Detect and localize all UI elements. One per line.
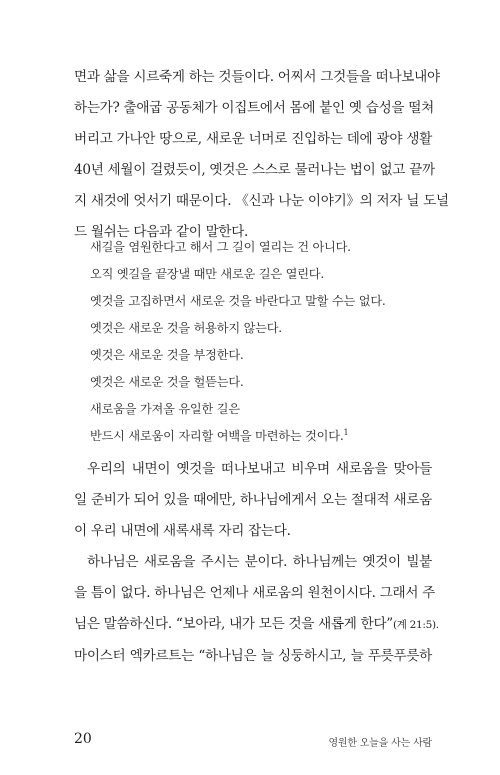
text-line: 하는가? 출애굽 공동체가 이집트에서 몸에 붙인 옛 습성을 떨쳐 [74,100,434,116]
text-line-main: 님은 말씀하신다. “보아라, 내가 모든 것을 새롭게 한다” [74,616,393,632]
quote-line-text: 반드시 새로움이 자리할 여백을 마련하는 것이다. [90,429,344,443]
block-quote [90,234,430,450]
quote-line: 옛것은 새로운 것을 부정한다. [90,348,244,362]
body-paragraph-1 [74,62,449,248]
footnote-marker: 1 [343,427,349,437]
text-line: 우리의 내면이 옛것을 떠나보내고 비우며 새로움을 맞아들 [87,461,432,477]
quote-line: 새길을 염원한다고 해서 그 길이 열리는 건 아니다. [90,240,351,254]
text-line: 40년 세월이 걸렸듯이, 옛것은 스스로 물러나는 법이 없고 끝까 [74,162,435,178]
quote-line: 옛것을 고집하면서 새로운 것을 바란다고 말할 수는 없다. [90,294,386,308]
text-line-with-reference [74,609,439,641]
body-paragraph-2 [74,454,432,547]
body-paragraph-3 [74,547,439,672]
text-line: 면과 삶을 시르죽게 하는 것들이다. 어찌서 그것들을 떠나보내야 [74,69,440,85]
text-line: 일 준비가 되어 있을 때에만, 하나님에게서 오는 절대적 새로움 [74,492,432,508]
text-line: 드 월쉬는 다음과 같이 말한다. [74,224,249,240]
text-line: 이 우리 내면에 새록새록 자리 잡는다. [74,523,291,539]
text-line: 지 새것에 엇서기 때문이다. 《신과 나눈 이야기》의 저자 닐 도널 [74,193,449,209]
quote-line: 옛것은 새로운 것을 헐뜯는다. [90,375,244,389]
quote-line: 옛것은 새로운 것을 허용하지 않는다. [90,321,282,335]
text-line: 버리고 가나안 땅으로, 새로운 너머로 진입하는 데에 광야 생활 [74,131,432,147]
text-line: 하나님은 새로움을 주시는 분이다. 하나님께는 옛것이 빌붙 [87,554,432,570]
quote-line: 새로움을 가져올 유일한 길은 [90,402,240,416]
text-line: 을 틈이 없다. 하나님은 언제나 새로움의 원천이시다. 그래서 주 [74,585,435,601]
quote-line: 오직 옛길을 끝장낼 때만 새로운 길은 열린다. [90,267,325,281]
running-head: 영원한 오늘을 사는 사람 [328,738,432,749]
page-number: 20 [74,731,92,747]
scripture-reference: (계 21:5). [392,619,439,631]
quote-line-last [90,423,430,450]
text-line: 마이스터 엑카르트는 “하나님은 늘 싱둥하시고, 늘 푸릇푸릇하 [74,648,432,664]
